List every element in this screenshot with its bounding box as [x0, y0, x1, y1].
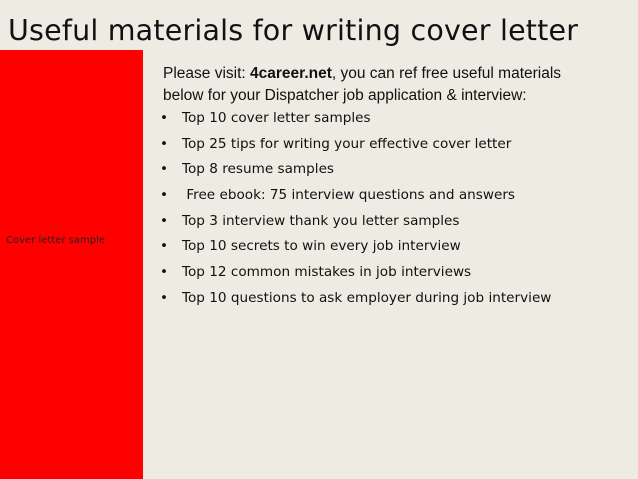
bullet-icon: •	[160, 212, 169, 229]
bullet-icon: •	[160, 289, 169, 306]
list-item-text: Top 10 secrets to win every job interview	[182, 238, 461, 255]
list-item	[160, 260, 551, 286]
intro-prefix: Please visit:	[163, 65, 251, 82]
intro-text	[163, 63, 623, 107]
list-item-text: Top 12 common mistakes in job interviews	[182, 264, 472, 281]
list-item	[160, 209, 551, 235]
site-link-text: 4career.net	[250, 65, 332, 82]
intro-line2: below for your Dispatcher job application & interview:	[163, 87, 527, 104]
bullet-icon: •	[160, 135, 169, 152]
bullet-icon: •	[160, 238, 169, 255]
bullet-icon: •	[160, 110, 169, 126]
bullet-icon: •	[160, 161, 169, 178]
bullet-icon: •	[160, 264, 169, 281]
list-item-text: Top 25 tips for writing your effective cover letter	[182, 135, 512, 152]
list-item	[160, 132, 551, 158]
list-item-text: Top 10 questions to ask employer during job interview	[182, 289, 552, 306]
list-item	[160, 157, 551, 183]
list-item-text: Free ebook: 75 interview questions and answers	[182, 187, 516, 204]
panel-label: Cover letter sample	[6, 235, 106, 246]
list-item-text: Top 10 cover letter samples	[182, 110, 371, 126]
list-item-text: Top 8 resume samples	[182, 161, 335, 178]
list-item-text: Top 3 interview thank you letter samples	[182, 212, 460, 229]
bullet-icon: •	[160, 187, 169, 204]
list-item	[160, 183, 551, 209]
red-side-panel	[0, 50, 143, 479]
list-item	[160, 106, 551, 132]
slide-title: Useful materials for writing cover letter	[8, 14, 579, 47]
list-item	[160, 286, 551, 312]
list-item	[160, 234, 551, 260]
intro-line1-suffix: , you can ref free useful materials	[331, 65, 562, 82]
materials-list	[160, 106, 551, 312]
